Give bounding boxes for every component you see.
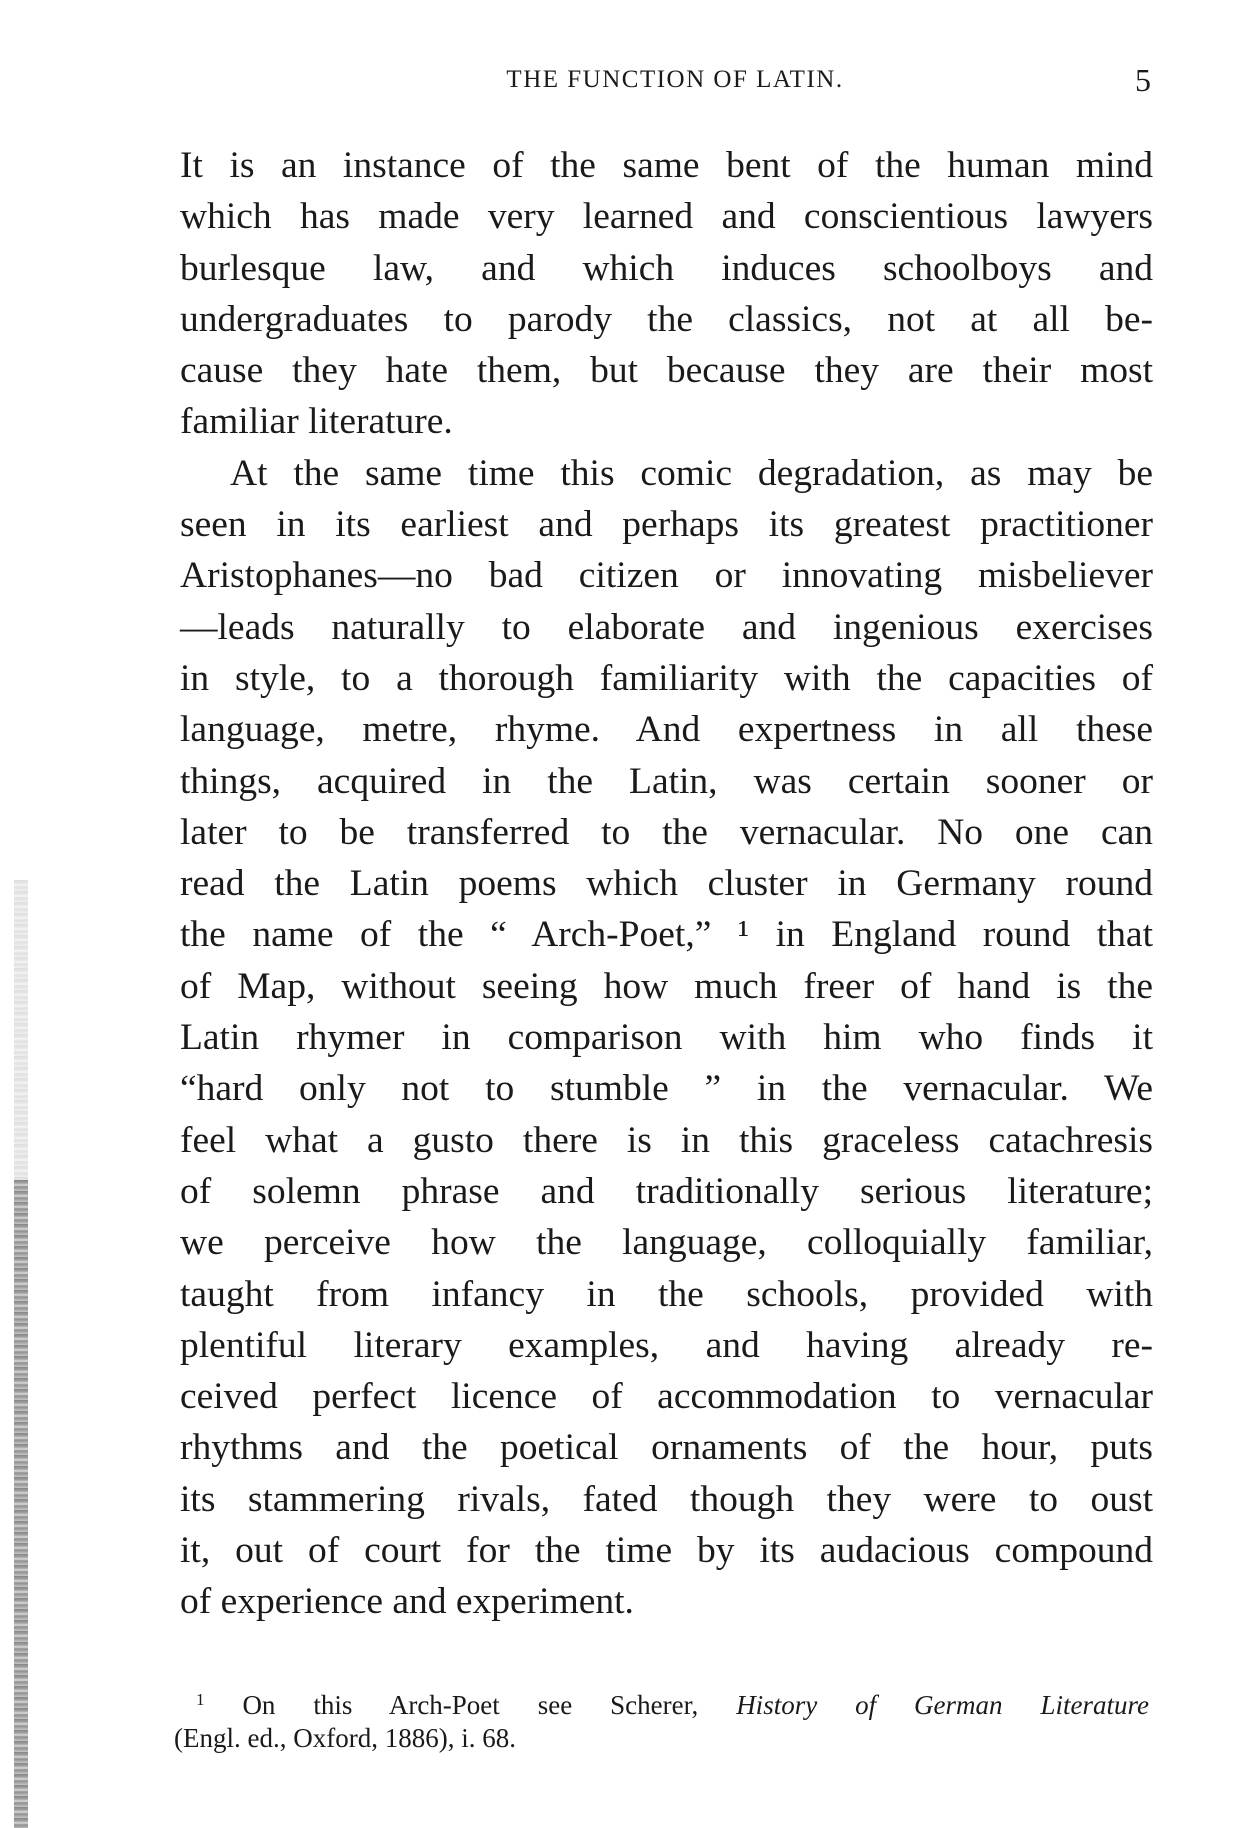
footnote-text: On this Arch-Poet see Scherer, xyxy=(242,1690,737,1720)
page-header xyxy=(0,62,1255,98)
paragraph xyxy=(180,448,1153,1628)
text-line: seen in its earliest and perhaps its greatest practitioner xyxy=(180,504,1153,546)
text-line: “hard only not to stumble ” in the vernacular. We xyxy=(180,1068,1153,1110)
page-number: 5 xyxy=(1135,62,1151,98)
text-line: taught from infancy in the schools, provided with xyxy=(180,1273,1153,1315)
text-line: cause they hate them, but because they are their most xyxy=(180,350,1153,392)
text-line: later to be transferred to the vernacular. No one can xyxy=(180,811,1153,853)
text-line: the name of the “ Arch-Poet,” ¹ in England round that xyxy=(180,914,1153,956)
text-line: Aristophanes—no bad citizen or innovating misbeliever xyxy=(180,555,1153,597)
text-line: Latin rhymer in comparison with him who finds it xyxy=(180,1017,1153,1059)
text-line: language, metre, rhyme. And expertness in all these xyxy=(180,709,1153,751)
text-line: things, acquired in the Latin, was certain sooner or xyxy=(180,760,1153,802)
scan-edge-artifact xyxy=(14,880,28,1180)
text-line: feel what a gusto there is in this graceless catachresis xyxy=(180,1119,1153,1161)
text-line: burlesque law, and which induces schoolboys and xyxy=(180,247,1153,289)
text-line: of Map, without seeing how much freer of hand is the xyxy=(180,965,1153,1007)
text-line: read the Latin poems which cluster in Germany round xyxy=(180,863,1153,905)
running-title: THE FUNCTION OF LATIN. xyxy=(506,66,844,93)
footnote-book-title: History of German Literature xyxy=(736,1690,1149,1720)
text-line: At the same time this comic degradation, as may be xyxy=(230,452,1153,494)
text-line: which has made very learned and conscientious lawyers xyxy=(180,196,1153,238)
text-line: It is an instance of the same bent of the human mind xyxy=(180,145,1153,186)
text-line: familiar literature. xyxy=(180,401,453,443)
footnote-marker: 1 xyxy=(196,1690,205,1709)
text-line: —leads naturally to elaborate and ingenious exercises xyxy=(180,606,1153,648)
text-line: plentiful literary examples, and having already re- xyxy=(180,1324,1153,1366)
footnote-line xyxy=(174,1680,1149,1719)
text-line: its stammering rivals, fated though they were to oust xyxy=(180,1478,1153,1520)
text-line: we perceive how the language, colloquially familiar, xyxy=(180,1222,1153,1264)
text-line: it, out of court for the time by its audacious compound xyxy=(180,1530,1153,1572)
scan-edge-artifact xyxy=(14,1180,28,1828)
text-line: ceived perfect licence of accommodation to vernacular xyxy=(180,1376,1153,1418)
text-line: of experience and experiment. xyxy=(180,1581,634,1623)
text-line: rhythms and the poetical ornaments of the hour, puts xyxy=(180,1427,1153,1469)
footnote xyxy=(174,1680,1149,1758)
text-line: of solemn phrase and traditionally serious literature; xyxy=(180,1170,1153,1212)
body-text xyxy=(180,140,1153,1628)
text-line: in style, to a thorough familiarity with the capacities of xyxy=(180,657,1153,699)
footnote-line: (Engl. ed., Oxford, 1886), i. 68. xyxy=(174,1723,516,1753)
paragraph xyxy=(180,140,1153,448)
text-line: undergraduates to parody the classics, not at all be- xyxy=(180,298,1153,340)
